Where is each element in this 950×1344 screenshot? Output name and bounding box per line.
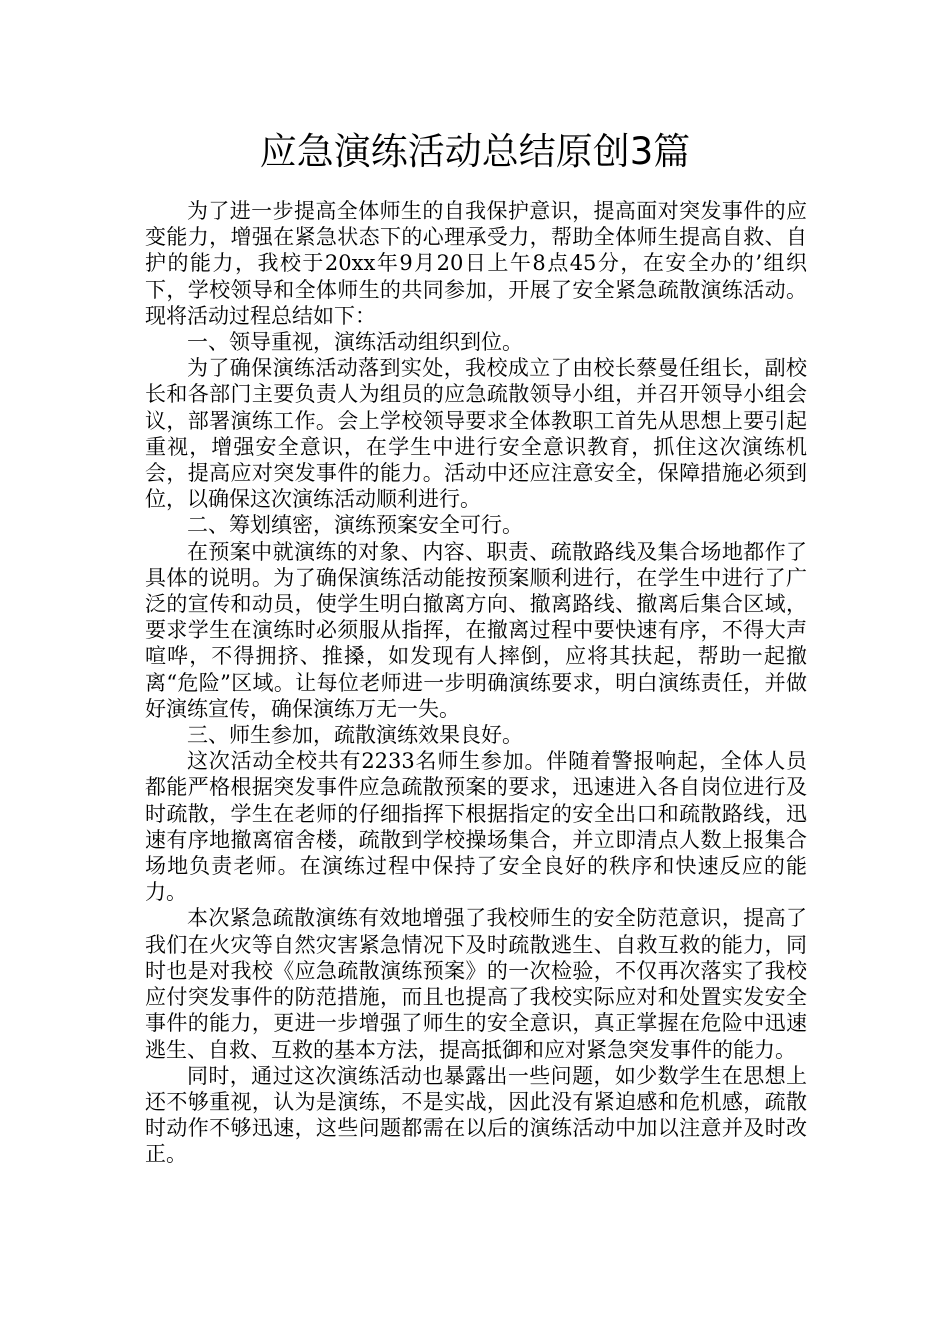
paragraph-plan: 在预案中就演练的对象、内容、职责、疏散路线及集合场地都作了具体的说明。为了确保演练活动能按预案顺利进行，在学生中进行了广泛的宣传和动员，使学生明白撤离方向、撤离路线、撤离后集合区域，要求学生在演练时必须服从指挥，在撤离过程中要快速有序，不得大声喧哗，不得拥挤、推搡，如发现有人摔倒，应将其扶起，帮助一起撤离“危险”区域。让每位老师进一步明确演练要求，明白演练责任，并做好演练宣传，确保演练万无一失。 (145, 539, 807, 721)
section-heading-1: 一、领导重视，演练活动组织到位。 (187, 330, 523, 355)
document-title: 应急演练活动总结原创3篇 (259, 130, 691, 173)
paragraph-leadership: 为了确保演练活动落到实处，我校成立了由校长蔡曼任组长，副校长和各部门主要负责人为组员的应急疏散领导小组，并召开领导小组会议，部署演练工作。会上学校领导要求全体教职工首先从思想上要引起重视，增强安全意识，在学生中进行安全意识教育，抓住这次演练机会，提高应对突发事件的能力。活动中还应注意安全，保障措施必须到位，以确保这次演练活动顺利进行。 (145, 356, 807, 512)
section-heading-3: 三、师生参加，疏散演练效果良好。 (187, 723, 523, 748)
paragraph-participation: 这次活动全校共有2233名师生参加。伴随着警报响起，全体人员都能严格根据突发事件应急疏散预案的要求，迅速进入各自岗位进行及时疏散，学生在老师的仔细指挥下根据指定的安全出口和疏散路线，迅速有序地撤离宿舍楼，疏散到学校操场集合，并立即清点人数上报集合场地负责老师。在演练过程中保持了安全良好的秩序和快速反应的能力。 (145, 749, 807, 905)
paragraph-issues: 同时，通过这次演练活动也暴露出一些问题，如少数学生在思想上还不够重视，认为是演练，不是实战，因此没有紧迫感和危机感，疏散时动作不够迅速，这些问题都需在以后的演练活动中加以注意并及时改正。 (145, 1063, 807, 1167)
document-body (145, 198, 807, 1168)
paragraph-effect: 本次紧急疏散演练有效地增强了我校师生的安全防范意识，提高了我们在火灾等自然灾害紧急情况下及时疏散逃生、自救互救的能力，同时也是对我校《应急疏散演练预案》的一次检验，不仅再次落实了我校应付突发事件的防范措施，而且也提高了我校实际应对和处置实发安全事件的能力，更进一步增强了师生的安全意识，真正掌握在危险中迅速逃生、自救、互救的基本方法，提高抵御和应对紧急突发事件的能力。 (145, 906, 807, 1062)
section-heading-2: 二、筹划缜密，演练预案安全可行。 (187, 513, 523, 538)
paragraph-intro: 为了进一步提高全体师生的自我保护意识，提高面对突发事件的应变能力，增强在紧急状态下的心理承受力，帮助全体师生提高自救、自护的能力，我校于20xx年9月20日上午8点45分，在安全办的’组织下，学校领导和全体师生的共同参加，开展了安全紧急疏散演练活动。现将活动过程总结如下： (145, 199, 807, 328)
